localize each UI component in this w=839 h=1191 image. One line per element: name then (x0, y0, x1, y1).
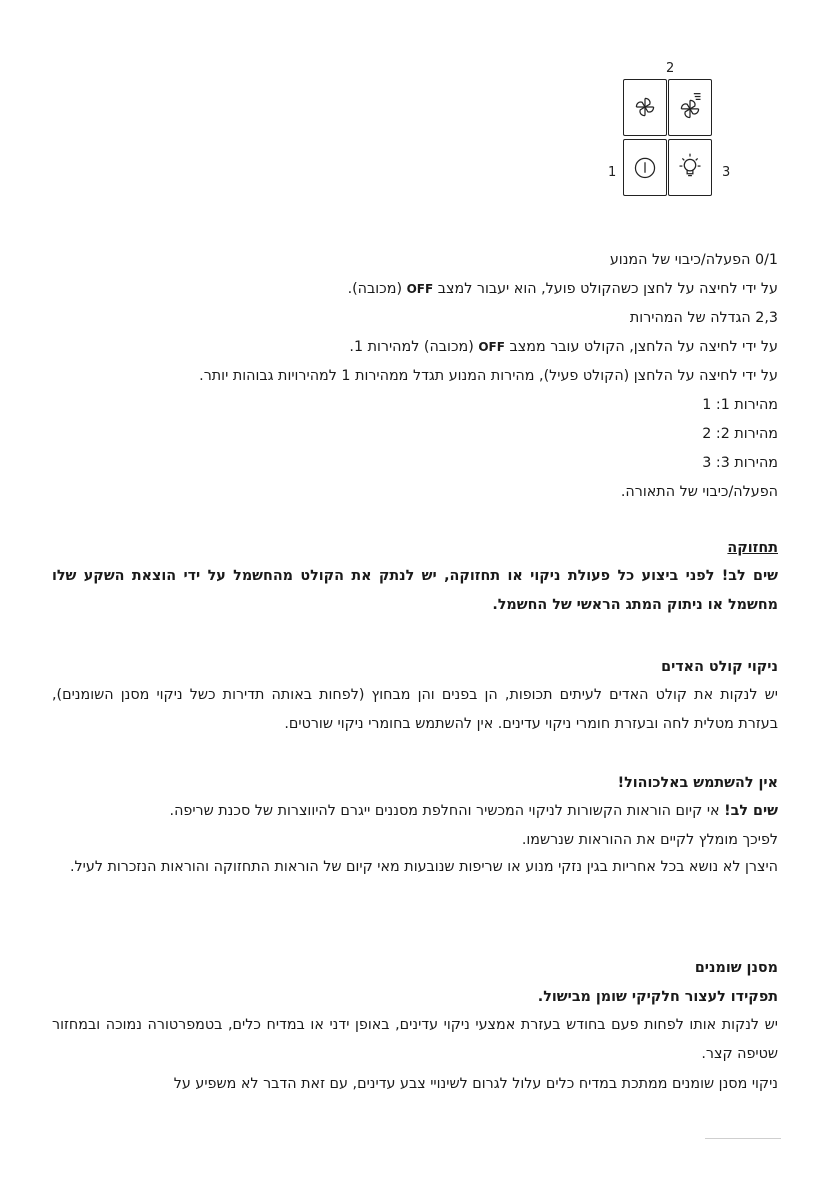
light-button (668, 139, 712, 196)
motor-off-instruction: על ידי לחיצה על לחצן כשהקולט פועל, הוא יעבור למצב OFF (מכובה). (347, 281, 778, 297)
alcohol-warning: שים לב! אי קיום הוראות הקשורות לניקוי המכשיר והחלפת מסננים ייגרם להיווצרות של סכנת שריפה. (169, 803, 778, 819)
fan-speed-down-icon (624, 80, 666, 135)
label-1: 1 (608, 165, 617, 180)
motor-on-off-line: 0/1 הפעלה/כיבוי של המנוע (609, 252, 778, 268)
maintenance-warning: שים לב! לפני ביצוע כל פעולת ניקוי או תחזוקה, יש לנתק את הקולט מהחשמל על ידי הוצאת השקע שלו מחשמל או ניתוק המתג הראשי של החשמל. (52, 568, 778, 613)
speed-one-instruction: על ידי לחיצה על הלחצן, הקולט עובר ממצב OFF (מכובה) למהירות 1. (349, 339, 778, 355)
alcohol-heading: אין להשתמש באלכוהול! (617, 775, 778, 791)
off-label: OFF (478, 340, 505, 354)
speed-increase-line: 2,3 הגדלה של המהירות (629, 310, 778, 326)
control-panel-diagram (604, 60, 734, 205)
speed-higher-instruction: על ידי לחיצה על הלחצן (הקולט פעיל), מהירות המנוע תגדל ממהירות 1 למהירויות גבוהות יותר. (199, 368, 778, 384)
maintenance-heading: תחזוקה (727, 540, 778, 556)
light-on-off-line: הפעלה/כיבוי של התאורה. (620, 484, 778, 500)
power-button (623, 139, 667, 196)
fan-speed-down-button (623, 79, 667, 136)
footer-divider (705, 1138, 781, 1139)
label-2: 2 (666, 61, 675, 76)
speed-1-line: מהירות 1: 1 (702, 397, 778, 413)
grease-filter-text-2: ניקוי מסנן שומנים ממתכת במדיח כלים עלול לגרום לשינויי צבע עדינים, עם זאת הדבר לא משפיע על (173, 1076, 778, 1092)
grease-filter-heading: מסנן שומנים (694, 960, 778, 976)
manufacturer-liability: היצרן לא נושא בכל אחריות בגין נזקי מנוע או שריפות שנובעות מאי קיום של הוראות התחזוקה והוראות הנזכרות לעיל. (70, 859, 778, 875)
power-icon (624, 140, 666, 195)
fan-speed-up-icon (669, 80, 711, 135)
off-label: OFF (406, 282, 434, 296)
speed-3-line: מהירות 3: 3 (702, 455, 778, 471)
cleaning-text: יש לנקות את קולט האדים לעיתים תכופות, הן בפנים והן מבחוץ (לפחות באותה תדירות כשל ניקוי מסנן השומנים), בעזרת מטלית לחה ובעזרת חומרי ניקוי עדינים. אין להשתמש בחומרי ניקוי שורטים. (52, 687, 778, 732)
alcohol-recommendation: לפיכך מומלץ לקיים את ההוראות שנרשמו. (521, 832, 778, 848)
fan-speed-up-button (668, 79, 712, 136)
label-3: 3 (722, 165, 731, 180)
light-bulb-icon (669, 140, 711, 195)
grease-filter-text-1: יש לנקות אותו לפחות פעם בחודש בעזרת אמצעי ניקוי עדינים, באופן ידני או במדיח כלים, בטמפרטורה נמוכה ובמחזור שטיפה קצר. (52, 1017, 778, 1062)
grease-filter-subheading: תפקידו לעצור חלקיקי שומן מבישול. (537, 989, 778, 1005)
speed-2-line: מהירות 2: 2 (702, 426, 778, 442)
cleaning-heading: ניקוי קולט האדים (661, 659, 778, 675)
